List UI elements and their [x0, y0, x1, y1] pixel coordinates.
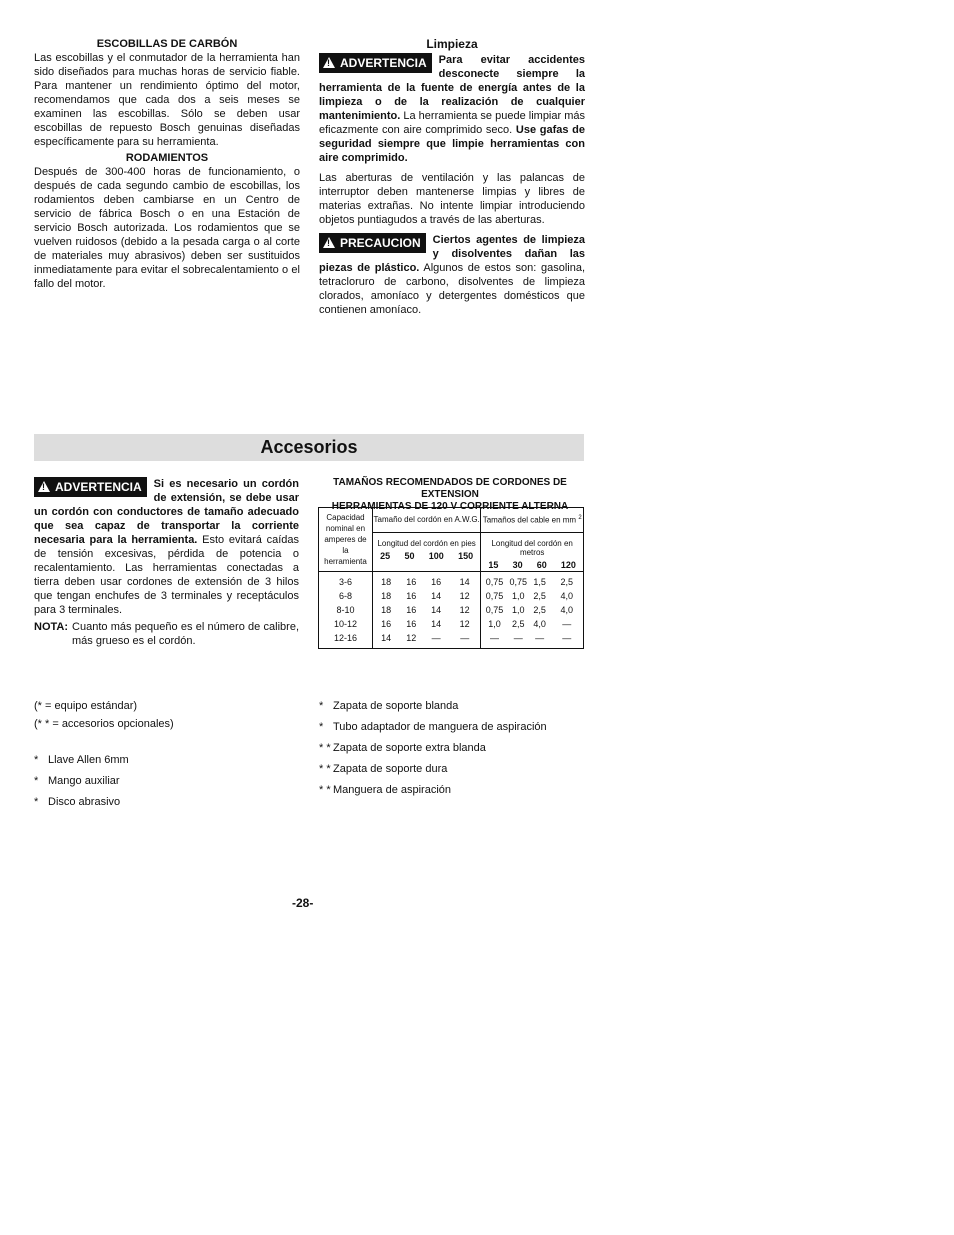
- header-amperes: Capacidad nominal en amperes de la herramienta: [319, 508, 373, 572]
- warning-badge-accessories: [34, 477, 147, 497]
- table-row: [319, 589, 584, 603]
- awg-cell: 14: [431, 605, 442, 615]
- limpieza-bold-1: Para evitar accidentes desconecte siempre la herramienta de la fuente de energía antes de la limpieza o de la realización de cualquier mantenimiento.: [319, 54, 585, 122]
- awg-cell: 16: [406, 605, 417, 615]
- awg-cell: 14: [431, 591, 442, 601]
- table-row: [319, 631, 584, 649]
- awg-cell: 14: [372, 631, 399, 649]
- paragraph-ventilacion: Las aberturas de ventilación y las palancas de interruptor deben mantenerse limpias y libres de materias extrañas. No intente limpiar introduciendo objetos puntiagudos a través de las aberturas.: [319, 172, 585, 226]
- header-meters: Longitud del cordón en metros: [491, 538, 573, 557]
- list-item-mark: *: [34, 796, 39, 808]
- heading-escobillas: ESCOBILLAS DE CARBÓN: [96, 38, 238, 50]
- list-item-mark: *: [34, 754, 39, 766]
- list-item: [34, 774, 129, 788]
- awg-cell: 12: [449, 617, 481, 631]
- awg-cell: 16: [381, 619, 392, 629]
- table-row: [319, 617, 584, 631]
- page-number: -28-: [292, 896, 314, 910]
- list-item-label: Manguera de aspiración: [333, 784, 452, 796]
- list-item-label: Zapata de soporte extra blanda: [333, 742, 486, 754]
- legend-standard: (* = equipo estándar): [34, 700, 138, 712]
- caution-badge: [319, 233, 426, 253]
- awg-cell: 16: [406, 619, 417, 629]
- extension-cord-table: [318, 507, 584, 649]
- extension-bold: Si es necesario un cordón de extensión, se debe usar un cordón con conductores de tamaño adecuado que sea capaz de transportar la corriente necesaria para la herramienta.: [34, 478, 299, 546]
- list-item: [319, 720, 547, 734]
- row-amps: 8-10: [319, 603, 373, 617]
- mm-cell: —: [551, 617, 584, 631]
- section-title: Accesorios: [260, 437, 358, 457]
- row-amps: 3-6: [319, 572, 373, 590]
- meters-120: 120: [560, 559, 576, 570]
- mm-cell: 4,0: [533, 619, 546, 629]
- note: [34, 620, 299, 648]
- paragraph-extension-cord: [34, 477, 299, 617]
- list-item-mark: *: [34, 775, 39, 787]
- header-feet-group: [372, 532, 480, 571]
- mm-cell: 2,5: [533, 591, 546, 601]
- row-amps: 12-16: [319, 631, 373, 649]
- list-item-label: Mango auxiliar: [48, 775, 120, 787]
- list-item-mark: * *: [319, 742, 331, 754]
- list-item-label: Zapata de soporte blanda: [333, 700, 459, 712]
- heading-limpieza: Limpieza: [426, 37, 478, 51]
- warning-triangle-icon: [38, 481, 50, 492]
- mm-cell: —: [481, 631, 508, 649]
- feet-150: 150: [458, 550, 474, 561]
- header-mm: [481, 508, 584, 533]
- awg-cell: 14: [449, 572, 481, 590]
- warning-triangle-icon: [323, 57, 335, 68]
- header-mm-sup: 2: [578, 515, 582, 522]
- note-label: NOTA:: [34, 621, 69, 633]
- items-left-container: [34, 753, 129, 809]
- standard-items-list: [34, 753, 129, 816]
- awg-cell: 12: [449, 589, 481, 603]
- warning-badge-label: ADVERTENCIA: [55, 480, 142, 494]
- awg-cell: 16: [406, 577, 417, 587]
- heading-rodamientos: RODAMIENTOS: [125, 152, 209, 164]
- meters-60: 60: [536, 559, 547, 570]
- accessory-items-list: [319, 699, 547, 804]
- awg-cell: 16: [406, 591, 417, 601]
- precaucion-bold: Ciertos agentes de limpieza y disolventes dañan las piezas de plástico.: [319, 234, 585, 274]
- table-row: [319, 603, 584, 617]
- note-text: Cuanto más pequeño es el número de calibre, más grueso es el cordón.: [72, 621, 299, 647]
- table-row: [319, 572, 584, 590]
- paragraph-rodamientos: Después de 300-400 horas de funcionamiento, o después de cada segundo cambio de escobillas, los rodamientos deben cambiarse en un Centro de servicio de fábrica Bosch o en una Estación de servicio Bosch autorizada. Los rodamientos que se vuelven ruidosos (debido a la pesada carga o al corte de materiales muy abrasivos) deben ser sustituidos inmediatamente para evitar el sobrecalentamiento o el fallo del motor.: [34, 166, 300, 290]
- awg-cell: —: [423, 631, 449, 649]
- feet-25: 25: [380, 550, 391, 561]
- list-item: [319, 762, 547, 776]
- table-title-line-2: HERRAMIENTAS DE 120 V CORRIENTE ALTERNA: [331, 501, 569, 512]
- list-item: [34, 795, 129, 809]
- table-title-line-1: TAMAÑOS RECOMENDADOS DE CORDONES DE EXTENSION: [333, 477, 567, 500]
- row-amps: 6-8: [319, 589, 373, 603]
- awg-cell: 18: [381, 577, 392, 587]
- list-item-mark: * *: [319, 784, 331, 796]
- warning-badge-label: ADVERTENCIA: [340, 56, 427, 70]
- legend: [34, 699, 174, 731]
- awg-cell: 18: [381, 591, 392, 601]
- right-column: [319, 37, 585, 317]
- items-right-container: [319, 699, 547, 797]
- list-item: [319, 741, 547, 755]
- mm-cell: 0,75: [485, 591, 504, 601]
- mm-cell: 0,75: [485, 605, 504, 615]
- awg-cell: 14: [431, 619, 442, 629]
- mm-cell: —: [508, 631, 529, 649]
- header-meters-group: [481, 532, 584, 571]
- mm-cell: 2,5: [511, 619, 525, 629]
- paragraph-escobillas: Las escobillas y el conmutador de la herramienta han sido diseñados para muchas horas de servicio fiable. Para mantener un rendimiento óptimo del motor, recomendamos que cada dos a seis meses se examinen las escobillas. Sólo se deben usar escobillas de repuesto Bosch genuinas diseñadas específicamente para su herramienta.: [34, 52, 300, 148]
- mm-cell: —: [551, 631, 584, 649]
- list-item-mark: *: [319, 721, 324, 733]
- awg-cell: 18: [381, 605, 392, 615]
- header-mm-text: Tamaños del cable en mm: [482, 515, 577, 525]
- accessories-warning-column: [34, 477, 299, 648]
- legend-optional: (* * = accesorios opcionales): [34, 718, 174, 730]
- awg-cell: 12: [399, 631, 423, 649]
- mm-cell: 0,75: [509, 577, 527, 587]
- mm-cell: 4,0: [551, 603, 584, 617]
- list-item-mark: *: [319, 700, 324, 712]
- mm-cell: 2,5: [551, 572, 584, 590]
- extension-normal: Esto evitará caídas de tensión excesivas, pérdida de potencia o recalentamiento. Las herramientas conectadas a tierra deben usar cordones de extensión de 3 hilos que tengan enchufes de 3 terminales y receptáculos para 3 terminales.: [34, 534, 299, 616]
- caution-badge-label: PRECAUCION: [340, 236, 421, 250]
- list-item-label: Tubo adaptador de manguera de aspiración: [333, 721, 547, 733]
- header-feet: Longitud del cordón en pies: [377, 538, 476, 548]
- list-item: [319, 783, 547, 797]
- list-item-mark: * *: [319, 763, 331, 775]
- list-item: [319, 699, 547, 713]
- list-item-label: Zapata de soporte dura: [333, 763, 448, 775]
- row-amps: 10-12: [319, 617, 373, 631]
- mm-cell: 2,5: [533, 605, 546, 615]
- feet-100: 100: [428, 550, 444, 561]
- mm-cell: 1,0: [511, 591, 525, 601]
- warning-badge: [319, 53, 432, 73]
- mm-cell: 1,5: [533, 577, 546, 587]
- mm-cell: 1,0: [488, 619, 501, 629]
- mm-cell: 1,0: [511, 605, 525, 615]
- limpieza-bold-2: Use gafas de seguridad siempre que limpie herramientas con aire comprimido.: [319, 124, 586, 164]
- left-column: [34, 37, 300, 291]
- warning-triangle-icon: [323, 237, 335, 248]
- section-header-accesorios: [34, 434, 584, 461]
- mm-cell: 4,0: [551, 589, 584, 603]
- meters-15: 15: [488, 559, 499, 570]
- meters-30: 30: [512, 559, 523, 570]
- list-item-label: Llave Allen 6mm: [48, 754, 129, 766]
- list-item-label: Disco abrasivo: [48, 796, 121, 808]
- header-awg: Tamaño del cordón en A.W.G.: [372, 508, 480, 533]
- table-body: [319, 572, 584, 649]
- awg-cell: —: [449, 631, 481, 649]
- list-item: [34, 753, 129, 767]
- mm-cell: 0,75: [485, 577, 504, 587]
- mm-cell: —: [529, 631, 551, 649]
- feet-50: 50: [404, 550, 415, 561]
- limpieza-normal: La herramienta se puede limpiar más eficazmente con aire comprimido seco.: [319, 110, 586, 136]
- awg-cell: 16: [431, 577, 442, 587]
- awg-cell: 12: [449, 603, 481, 617]
- precaucion-normal: Algunos de estos son: gasolina, tetracloruro de carbono, disolventes de limpieza clorados, amoníaco y detergentes domésticos que contienen amoníaco.: [319, 262, 586, 316]
